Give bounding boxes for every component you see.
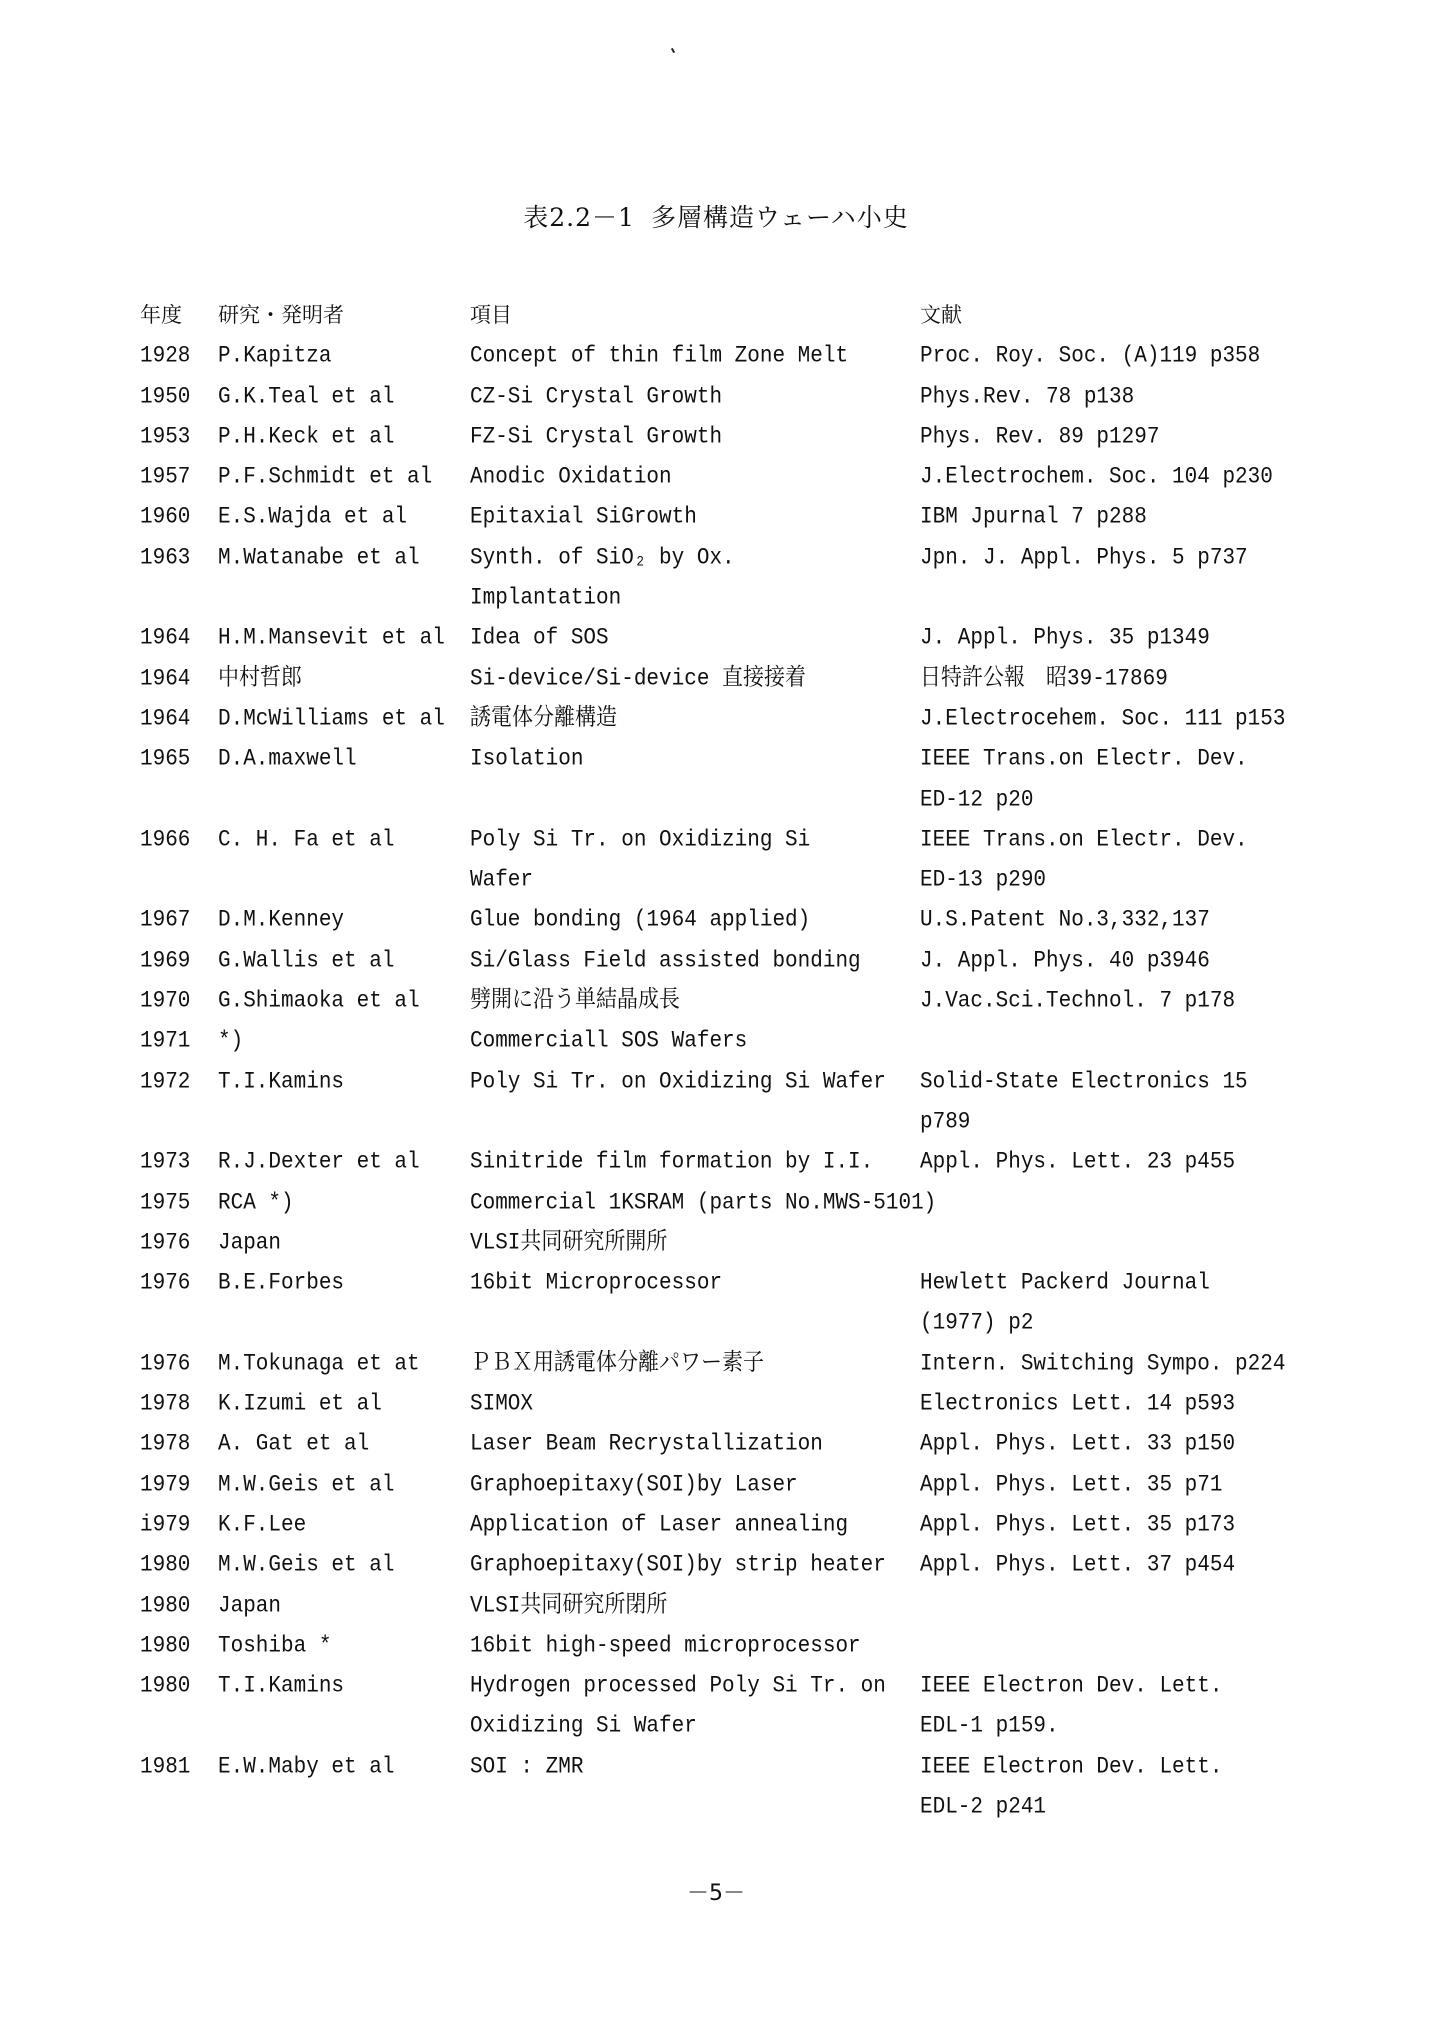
cell-item: Commerciall SOS Wafers: [470, 1028, 748, 1055]
table-row-continuation: [0, 784, 1432, 824]
cell-author: T.I.Kamins: [218, 1673, 345, 1700]
table-row: [0, 1670, 1432, 1710]
cell-author: E.S.Wajda et al: [218, 504, 408, 531]
cell-year: 1978: [140, 1431, 191, 1458]
cell-reference: J.Electrochem. Soc. 104 p230: [920, 464, 1273, 491]
cell-author: M.Tokunaga et at: [218, 1351, 420, 1377]
cell-reference: EDL-2 p241: [920, 1794, 1047, 1821]
table-row: [0, 985, 1432, 1025]
table-row-continuation: [0, 1106, 1432, 1146]
header-year: 年度: [140, 303, 182, 327]
cell-item: Graphoepitaxy(SOI)by strip heater: [470, 1552, 886, 1579]
header-item: 項目: [470, 303, 512, 327]
cell-item: Poly Si Tr. on Oxidizing Si: [470, 827, 811, 853]
cell-reference: J. Appl. Phys. 35 p1349: [920, 625, 1210, 652]
cell-year: 1965: [140, 746, 191, 773]
table-row: [0, 622, 1432, 662]
cell-author: C. H. Fa et al: [218, 827, 395, 853]
cell-year: 1980: [140, 1673, 191, 1700]
cell-author: K.F.Lee: [218, 1512, 307, 1539]
cell-item: 劈開に沿う単結晶成長: [470, 988, 680, 1015]
cell-author: P.F.Schmidt et al: [218, 464, 433, 491]
cell-reference: Solid-State Electronics 15: [920, 1069, 1248, 1095]
cell-author: *): [218, 1028, 244, 1055]
cell-year: 1979: [140, 1471, 191, 1498]
table-row: [0, 1227, 1432, 1267]
cell-year: 1963: [140, 545, 191, 571]
table-row: [0, 1428, 1432, 1468]
cell-reference: Phys. Rev. 89 p1297: [920, 424, 1160, 451]
cell-item: Commercial 1KSRAM (parts No.MWS-5101): [470, 1189, 937, 1216]
cell-year: 1964: [140, 666, 191, 692]
cell-item: Sinitride film formation by I.I.: [470, 1149, 874, 1176]
table-row-continuation: [0, 582, 1432, 622]
table-header-row: [0, 300, 1432, 340]
cell-reference: p789: [920, 1109, 971, 1136]
cell-reference: Jpn. J. Appl. Phys. 5 p737: [920, 545, 1248, 571]
cell-item: Poly Si Tr. on Oxidizing Si Wafer: [470, 1069, 886, 1095]
cell-item: Si-device/Si-device 直接接着: [470, 666, 807, 692]
cell-item: Hydrogen processed Poly Si Tr. on: [470, 1673, 886, 1700]
cell-year: 1964: [140, 625, 191, 652]
page-number: －5－: [687, 1881, 745, 1906]
header-author: 研究・発明者: [218, 303, 344, 327]
cell-year: 1976: [140, 1230, 191, 1256]
cell-reference: Intern. Switching Sympo. p224: [920, 1351, 1286, 1377]
table-row: [0, 542, 1432, 582]
cell-reference: Proc. Roy. Soc. (A)119 p358: [920, 343, 1261, 370]
table-row: [0, 663, 1432, 703]
table-row: [0, 501, 1432, 541]
table-row: [0, 1146, 1432, 1186]
table-row: [0, 1267, 1432, 1307]
cell-year: 1969: [140, 948, 191, 974]
cell-year: 1960: [140, 504, 191, 531]
table-row: [0, 1348, 1432, 1388]
cell-item: VLSI共同研究所開所: [470, 1230, 668, 1256]
cell-author: Japan: [218, 1230, 282, 1256]
table-row: [0, 1590, 1432, 1630]
cell-reference: IEEE Trans.on Electr. Dev.: [920, 746, 1248, 773]
cell-reference: (1977) p2: [920, 1310, 1034, 1337]
table-row: [0, 1066, 1432, 1106]
cell-item: Glue bonding (1964 applied): [470, 907, 811, 934]
cell-author: G.K.Teal et al: [218, 383, 395, 410]
table-row: [0, 703, 1432, 743]
history-table: [0, 300, 1432, 1831]
table-row: [0, 1549, 1432, 1589]
cell-year: 1976: [140, 1351, 191, 1377]
cell-reference: IEEE Trans.on Electr. Dev.: [920, 827, 1248, 853]
cell-author: D.M.Kenney: [218, 907, 345, 934]
table-row: [0, 1469, 1432, 1509]
cell-author: Toshiba *: [218, 1633, 332, 1659]
cell-author: D.A.maxwell: [218, 746, 357, 773]
cell-year: 1967: [140, 907, 191, 934]
cell-reference: ED-12 p20: [920, 786, 1034, 813]
cell-year: 1980: [140, 1633, 191, 1659]
table-row: [0, 743, 1432, 783]
cell-author: M.W.Geis et al: [218, 1552, 395, 1579]
cell-year: 1964: [140, 706, 191, 733]
cell-author: H.M.Mansevit et al: [218, 625, 445, 652]
cell-year: 1971: [140, 1028, 191, 1055]
table-row: [0, 1025, 1432, 1065]
table-row: [0, 1751, 1432, 1791]
cell-reference: Appl. Phys. Lett. 33 p150: [920, 1431, 1236, 1458]
table-caption: [0, 198, 1432, 234]
cell-reference: Phys.Rev. 78 p138: [920, 383, 1135, 410]
cell-author: G.Wallis et al: [218, 948, 395, 974]
cell-item: SIMOX: [470, 1391, 534, 1418]
cell-item: 16bit Microprocessor: [470, 1270, 723, 1297]
cell-year: i979: [140, 1512, 191, 1539]
cell-item: CZ-Si Crystal Growth: [470, 383, 723, 410]
cell-reference: EDL-1 p159.: [920, 1713, 1059, 1740]
table-row: [0, 381, 1432, 421]
cell-item: Application of Laser annealing: [470, 1512, 849, 1539]
cell-reference: Appl. Phys. Lett. 37 p454: [920, 1552, 1236, 1579]
cell-item: Implantation: [470, 585, 622, 612]
cell-reference: Hewlett Packerd Journal: [920, 1270, 1210, 1297]
cell-year: 1973: [140, 1149, 191, 1176]
cell-author: D.McWilliams et al: [218, 706, 445, 733]
cell-item: FZ-Si Crystal Growth: [470, 424, 723, 451]
cell-item: Oxidizing Si Wafer: [470, 1713, 697, 1740]
cell-item: Concept of thin film Zone Melt: [470, 343, 849, 370]
cell-year: 1928: [140, 343, 191, 370]
table-row: [0, 340, 1432, 380]
cell-reference: Appl. Phys. Lett. 35 p173: [920, 1512, 1236, 1539]
cell-year: 1975: [140, 1189, 191, 1216]
cell-year: 1980: [140, 1552, 191, 1579]
table-row: [0, 461, 1432, 501]
cell-year: 1972: [140, 1069, 191, 1095]
cell-year: 1966: [140, 827, 191, 853]
table-row: [0, 1187, 1432, 1227]
cell-item: 16bit high-speed microprocessor: [470, 1633, 861, 1659]
table-row-continuation: [0, 864, 1432, 904]
cell-author: B.E.Forbes: [218, 1270, 345, 1297]
cell-reference: J.Electrocehem. Soc. 111 p153: [920, 706, 1286, 733]
cell-year: 1957: [140, 464, 191, 491]
cell-year: 1953: [140, 424, 191, 451]
cell-author: G.Shimaoka et al: [218, 988, 420, 1015]
cell-year: 1970: [140, 988, 191, 1015]
cell-year: 1978: [140, 1391, 191, 1418]
cell-author: 中村哲郎: [218, 666, 302, 692]
cell-year: 1976: [140, 1270, 191, 1297]
scan-speck: [671, 48, 675, 53]
cell-item: Anodic Oxidation: [470, 464, 672, 491]
cell-reference: J.Vac.Sci.Technol. 7 p178: [920, 988, 1236, 1015]
cell-reference: IBM Jpurnal 7 p288: [920, 504, 1147, 531]
cell-item: VLSI共同研究所閉所: [470, 1592, 668, 1619]
cell-reference: IEEE Electron Dev. Lett.: [920, 1754, 1223, 1780]
cell-item: ＰＢＸ用誘電体分離パワー素子: [470, 1351, 764, 1377]
cell-author: A. Gat et al: [218, 1431, 370, 1458]
cell-item: Epitaxial SiGrowth: [470, 504, 697, 531]
table-row: [0, 1630, 1432, 1670]
cell-reference: Electronics Lett. 14 p593: [920, 1391, 1236, 1418]
table-row: [0, 421, 1432, 461]
cell-reference: ED-13 p290: [920, 867, 1047, 894]
cell-item: Isolation: [470, 746, 584, 773]
table-row: [0, 1388, 1432, 1428]
table-caption-label: 表2.2－1: [523, 203, 635, 232]
cell-author: P.H.Keck et al: [218, 424, 395, 451]
cell-author: T.I.Kamins: [218, 1069, 345, 1095]
cell-author: M.Watanabe et al: [218, 545, 420, 571]
cell-item: Graphoepitaxy(SOI)by Laser: [470, 1471, 798, 1498]
cell-reference: U.S.Patent No.3,332,137: [920, 907, 1210, 934]
cell-author: K.Izumi et al: [218, 1391, 382, 1418]
cell-author: P.Kapitza: [218, 343, 332, 370]
cell-reference: J. Appl. Phys. 40 p3946: [920, 948, 1210, 974]
cell-author: RCA *): [218, 1189, 294, 1216]
table-row: [0, 904, 1432, 944]
cell-item: Synth. of SiO₂ by Ox.: [470, 545, 735, 571]
cell-item: 誘電体分離構造: [470, 706, 617, 733]
cell-year: 1981: [140, 1754, 191, 1780]
cell-reference: Appl. Phys. Lett. 23 p455: [920, 1149, 1236, 1176]
table-row: [0, 1509, 1432, 1549]
table-row: [0, 824, 1432, 864]
cell-reference: IEEE Electron Dev. Lett.: [920, 1673, 1223, 1700]
cell-item: SOI : ZMR: [470, 1754, 584, 1780]
cell-reference: Appl. Phys. Lett. 35 p71: [920, 1471, 1223, 1498]
header-ref: 文献: [920, 303, 962, 327]
cell-item: Si/Glass Field assisted bonding: [470, 948, 861, 974]
cell-item: Wafer: [470, 867, 534, 894]
cell-item: Idea of SOS: [470, 625, 609, 652]
cell-author: E.W.Maby et al: [218, 1754, 395, 1780]
table-row-continuation: [0, 1710, 1432, 1750]
cell-author: Japan: [218, 1592, 282, 1619]
cell-year: 1950: [140, 383, 191, 410]
cell-item: Laser Beam Recrystallization: [470, 1431, 823, 1458]
cell-year: 1980: [140, 1592, 191, 1619]
table-row-continuation: [0, 1791, 1432, 1831]
table-row: [0, 945, 1432, 985]
table-row-continuation: [0, 1307, 1432, 1347]
cell-author: M.W.Geis et al: [218, 1471, 395, 1498]
cell-reference: 日特許公報 昭39-17869: [920, 666, 1168, 692]
cell-author: R.J.Dexter et al: [218, 1149, 420, 1176]
table-caption-text: 多層構造ウェーハ小史: [650, 203, 909, 232]
